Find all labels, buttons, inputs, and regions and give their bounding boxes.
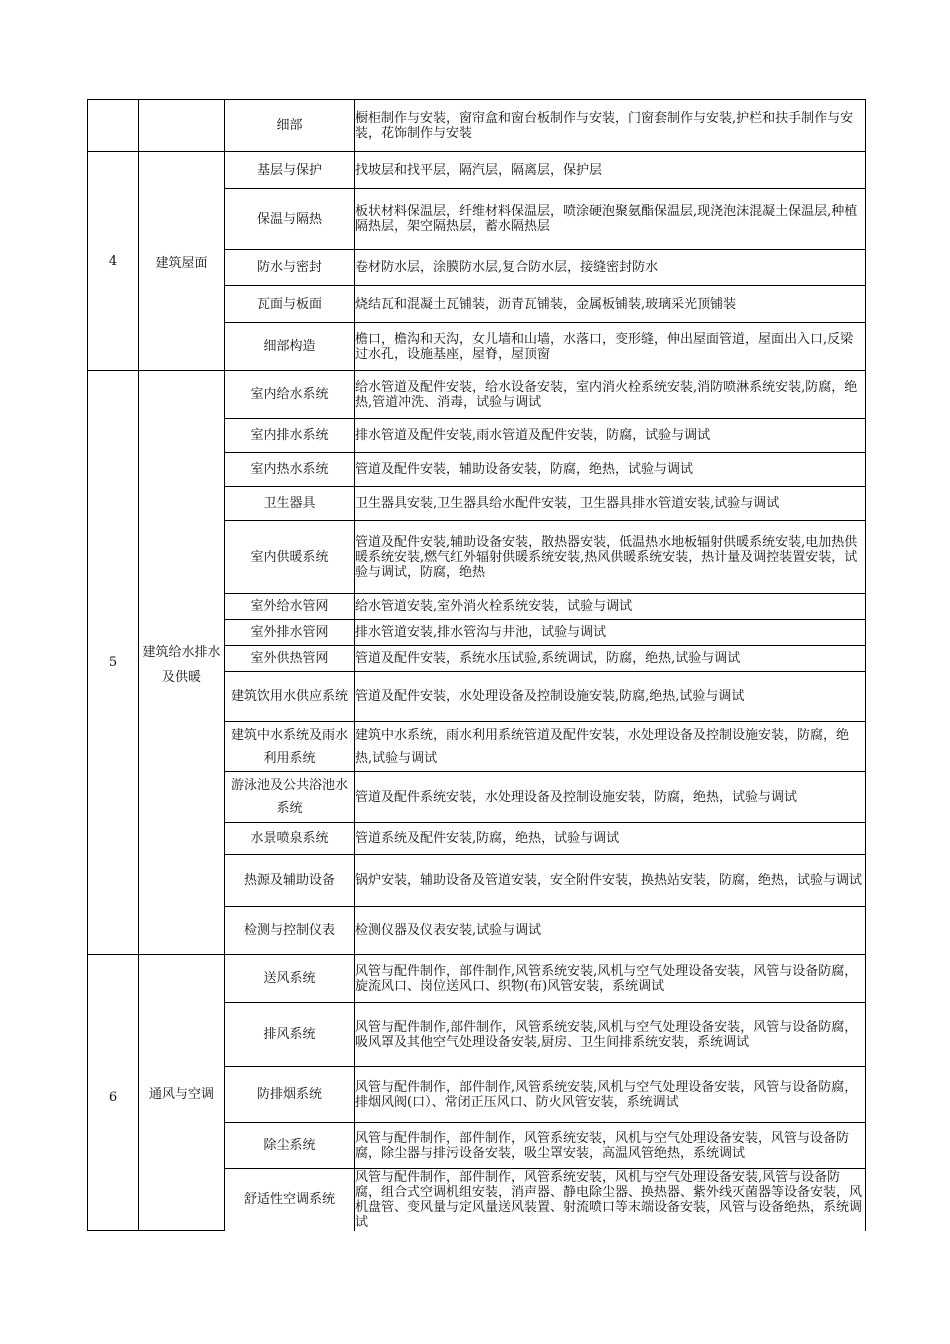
division-number-cell xyxy=(88,100,139,152)
content-cell: 管道及配件系统安装，水处理设备及控制设施安装，防腐，绝热，试验与调试 xyxy=(355,772,866,823)
subdivision-cell: 防排烟系统 xyxy=(225,1067,355,1123)
content-cell: 板状材料保温层，纤维材料保温层，喷涂硬泡聚氨酯保温层,现浇泡沫混凝土保温层,种植隔热层，架空隔热层，蓄水隔热层 xyxy=(355,189,866,250)
subdivision-cell: 防水与密封 xyxy=(225,250,355,286)
content-cell: 风管与配件制作，部件制作,风管系统安装,风机与空气处理设备安装，风管与设备防腐，旋流风口、岗位送风口、织物(布)风管安装，系统调试 xyxy=(355,955,866,1003)
division-name: 建筑给水排水及供暖 xyxy=(142,644,221,685)
construction-division-table xyxy=(87,99,866,1231)
content-cell: 檐口，檐沟和天沟，女儿墙和山墙，水落口，变形缝，伸出屋面管道，屋面出入口,反梁过水孔，设施基座，屋脊，屋顶窗 xyxy=(355,323,866,371)
content-cell: 风管与配件制作,部件制作，风管系统安装,风机与空气处理设备安装，风管与设备防腐，吸风罩及其他空气处理设备安装,厨房、卫生间排系统安装，系统调试 xyxy=(355,1003,866,1067)
division-number-cell: 5 xyxy=(88,371,139,955)
content-cell: 排水管道及配件安装,雨水管道及配件安装，防腐，试验与调试 xyxy=(355,419,866,453)
content-cell: 检测仪器及仪表安装,试验与调试 xyxy=(355,907,866,955)
subdivision-cell: 建筑饮用水供应系统 xyxy=(225,672,355,722)
content-cell: 卫生器具安装,卫生器具给水配件安装，卫生器具排水管道安装,试验与调试 xyxy=(355,487,866,521)
subdivision-cell: 室外排水管网 xyxy=(225,620,355,646)
division-number: 6 xyxy=(108,1090,118,1105)
content-cell: 橱柜制作与安装，窗帘盒和窗台板制作与安装，门窗套制作与安装,护栏和扶手制作与安装，花饰制作与安装 xyxy=(355,100,866,152)
division-name-cell xyxy=(139,955,225,1231)
division-number-cell xyxy=(88,955,139,1231)
subdivision-cell: 室内热水系统 xyxy=(225,453,355,487)
content-cell: 风管与配件制作，部件制作,风管系统安装,风机与空气处理设备安装，风管与设备防腐，排烟风阀(口）、常闭正压风口、防火风管安装，系统调试 xyxy=(355,1067,866,1123)
subdivision-cell: 除尘系统 xyxy=(225,1123,355,1169)
division-name: 通风与空调 xyxy=(148,1087,214,1102)
content-cell: 管道系统及配件安装,防腐，绝热，试验与调试 xyxy=(355,823,866,855)
content-cell: 烧结瓦和混凝土瓦铺装，沥青瓦铺装，金属板铺装,玻璃采光顶铺装 xyxy=(355,286,866,323)
subdivision-cell: 卫生器具 xyxy=(225,487,355,521)
subdivision-cell: 热源及辅助设备 xyxy=(225,855,355,907)
content-cell: 建筑中水系统，雨水利用系统管道及配件安装，水处理设备及控制设施安装，防腐，绝热,试验与调试 xyxy=(355,722,866,772)
content-cell: 排水管道安装,排水管沟与井池，试验与调试 xyxy=(355,620,866,646)
subdivision-cell: 建筑中水系统及雨水利用系统 xyxy=(225,722,355,772)
content-cell: 给水管道及配件安装，给水设备安装，室内消火栓系统安装,消防喷淋系统安装,防腐，绝热,管道冲洗、消毒，试验与调试 xyxy=(355,371,866,419)
subdivision-cell: 基层与保护 xyxy=(225,152,355,189)
content-cell: 锅炉安装，辅助设备及管道安装，安全附件安装，换热站安装，防腐，绝热，试验与调试 xyxy=(355,855,866,907)
subdivision-cell: 保温与隔热 xyxy=(225,189,355,250)
content-cell: 给水管道安装,室外消火栓系统安装，试验与调试 xyxy=(355,594,866,620)
division-name-cell xyxy=(139,100,225,152)
content-cell: 管道及配件安装，系统水压试验,系统调试，防腐，绝热,试验与调试 xyxy=(355,646,866,672)
subdivision-cell: 细部构造 xyxy=(225,323,355,371)
content-cell: 管道及配件安装，辅助设备安装，防腐，绝热，试验与调试 xyxy=(355,453,866,487)
table-row xyxy=(88,100,866,152)
content-cell: 风管与配件制作，部件制作，风管系统安装，风机与空气处理设备安装,风管与设备防腐，组合式空调机组安装，消声器、静电除尘器、换热器、紫外线灭菌器等设备安装，风机盘管、变风量与定风量送风装置、射流喷口等末端设备安装，风管与设备绝热，系统调试 xyxy=(355,1169,866,1231)
division-number-cell: 4 xyxy=(88,152,139,371)
subdivision-cell: 送风系统 xyxy=(225,955,355,1003)
subdivision-cell: 室外给水管网 xyxy=(225,594,355,620)
table-row xyxy=(88,371,866,419)
subdivision-cell: 舒适性空调系统 xyxy=(225,1169,355,1231)
subdivision-cell: 排风系统 xyxy=(225,1003,355,1067)
content-cell: 找坡层和找平层，隔汽层，隔离层，保护层 xyxy=(355,152,866,189)
subdivision-cell: 室内供暖系统 xyxy=(225,521,355,594)
table-row xyxy=(88,955,866,1003)
division-name-cell: 建筑屋面 xyxy=(139,152,225,371)
subdivision-cell: 室内给水系统 xyxy=(225,371,355,419)
table-row xyxy=(88,152,866,189)
content-cell: 风管与配件制作，部件制作，风管系统安装，风机与空气处理设备安装，风管与设备防腐，除尘器与排污设备安装，吸尘罩安装，高温风管绝热，系统调试 xyxy=(355,1123,866,1169)
subdivision-cell: 瓦面与板面 xyxy=(225,286,355,323)
subdivision-cell: 室外供热管网 xyxy=(225,646,355,672)
subdivision-cell: 检测与控制仪表 xyxy=(225,907,355,955)
content-cell: 管道及配件安装,辅助设备安装，散热器安装，低温热水地板辐射供暖系统安装,电加热供暖系统安装,燃气红外辐射供暖系统安装,热风供暖系统安装，热计量及调控装置安装，试验与调试，防腐，绝热 xyxy=(355,521,866,594)
content-cell: 管道及配件安装，水处理设备及控制设施安装,防腐,绝热,试验与调试 xyxy=(355,672,866,722)
subdivision-cell: 水景喷泉系统 xyxy=(225,823,355,855)
subdivision-cell: 游泳池及公共浴池水系统 xyxy=(225,772,355,823)
division-name-cell xyxy=(139,371,225,955)
content-cell: 卷材防水层，涂膜防水层,复合防水层，接缝密封防水 xyxy=(355,250,866,286)
subdivision-cell: 细部 xyxy=(225,100,355,152)
subdivision-cell: 室内排水系统 xyxy=(225,419,355,453)
